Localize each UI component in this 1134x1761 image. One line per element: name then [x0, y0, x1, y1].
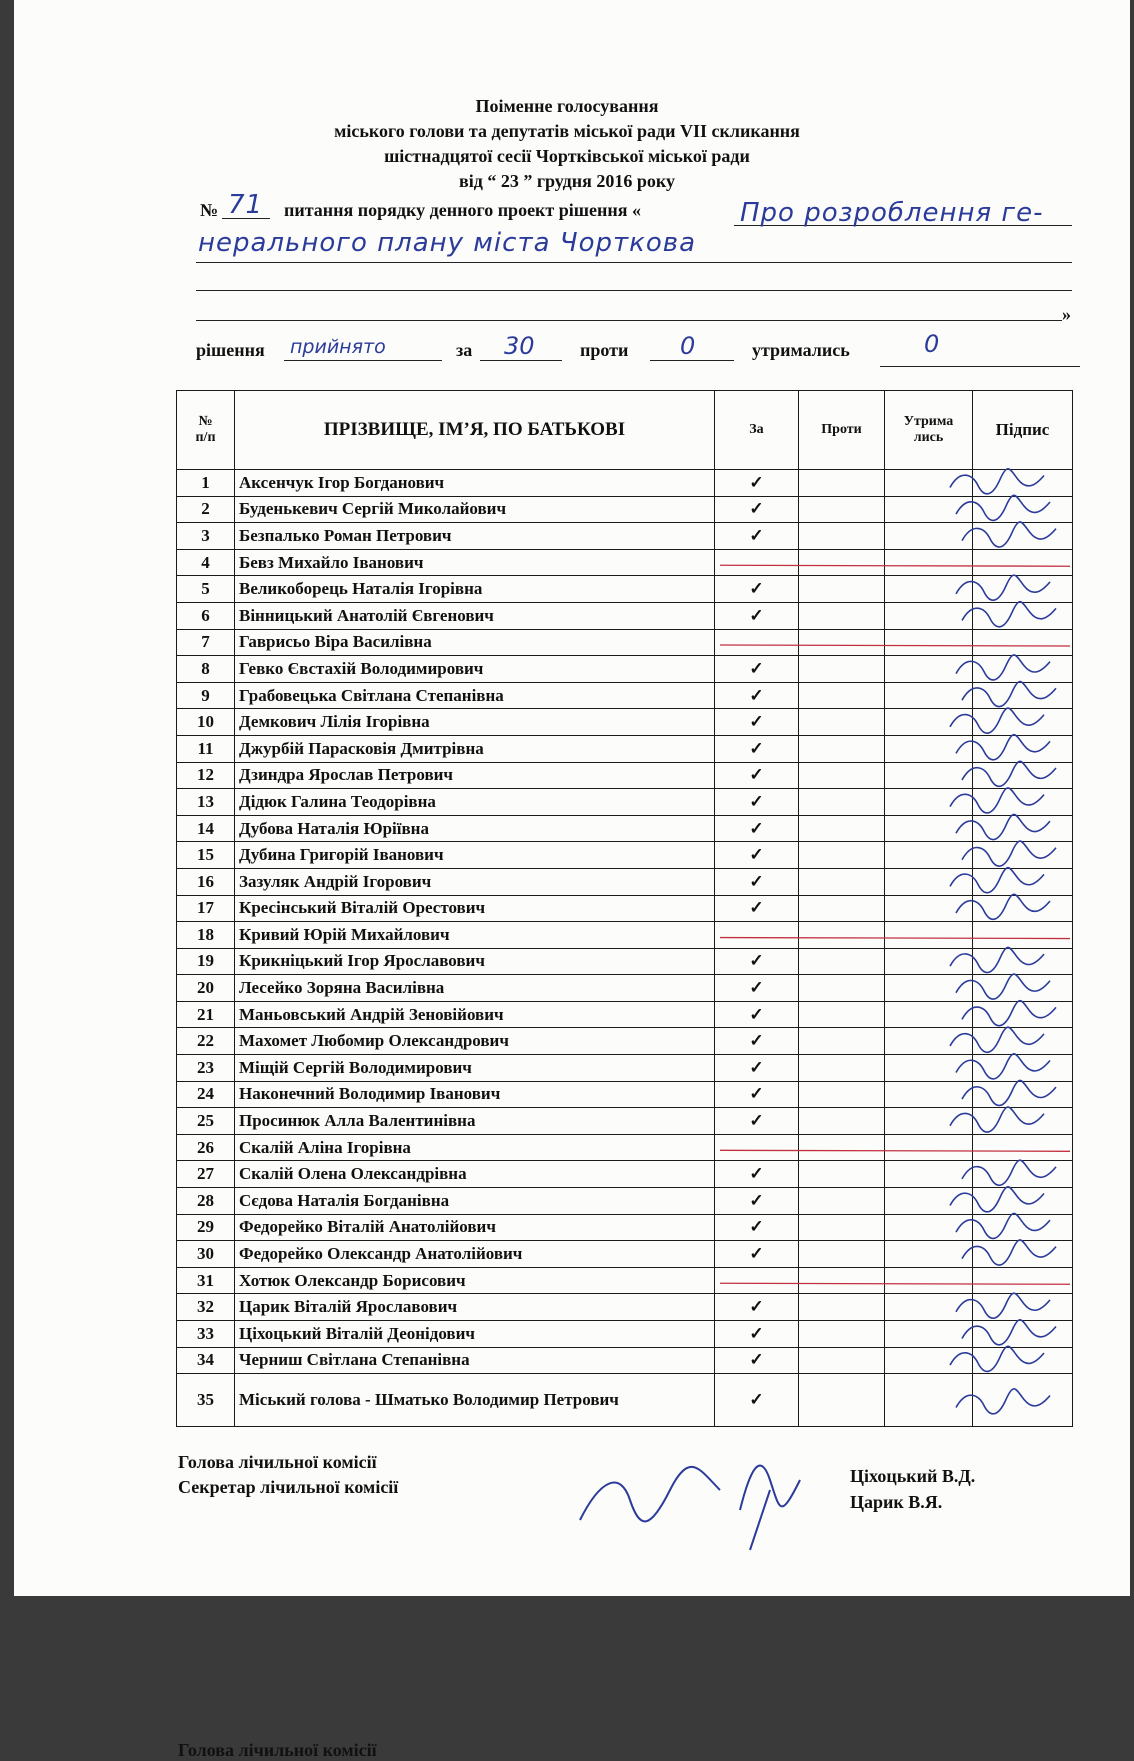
row-signature	[973, 735, 1073, 762]
row-signature	[973, 549, 1073, 576]
row-utrym-vote	[885, 709, 973, 736]
row-za-vote: ✓	[715, 975, 799, 1002]
row-za-vote: ✓	[715, 602, 799, 629]
row-name: Аксенчук Ігор Богданович	[235, 470, 715, 497]
row-proty-vote	[799, 1321, 885, 1348]
row-proty-vote	[799, 1188, 885, 1215]
decision-value: прийнято	[290, 336, 386, 358]
row-proty-vote	[799, 948, 885, 975]
row-proty-vote	[799, 629, 885, 656]
table-row	[177, 1134, 1073, 1161]
row-utrym-vote	[885, 629, 973, 656]
row-proty-vote	[799, 1267, 885, 1294]
decision-label: рішення	[196, 340, 265, 360]
row-signature	[973, 682, 1073, 709]
row-signature	[973, 1108, 1073, 1135]
row-number: 35	[177, 1374, 235, 1427]
row-proty-vote	[799, 1347, 885, 1374]
row-za-vote: ✓	[715, 470, 799, 497]
col-proty-header: Проти	[799, 391, 885, 470]
row-za-vote: ✓	[715, 1321, 799, 1348]
row-utrym-vote	[885, 1001, 973, 1028]
row-number: 15	[177, 842, 235, 869]
chair-name: Ціхоцький В.Д.	[850, 1466, 976, 1486]
row-za-vote	[715, 629, 799, 656]
table-row	[177, 1161, 1073, 1188]
row-za-vote: ✓	[715, 815, 799, 842]
row-number: 4	[177, 549, 235, 576]
voting-table	[176, 390, 1073, 1427]
row-name: Просинюк Алла Валентинівна	[235, 1108, 715, 1135]
row-name: Скалій Олена Олександрівна	[235, 1161, 715, 1188]
decision-underline	[284, 360, 442, 361]
row-proty-vote	[799, 1294, 885, 1321]
row-proty-vote	[799, 922, 885, 949]
row-utrym-vote	[885, 922, 973, 949]
row-name: Маньовський Андрій Зеновійович	[235, 1001, 715, 1028]
row-name: Махомет Любомир Олександрович	[235, 1028, 715, 1055]
row-proty-vote	[799, 1374, 885, 1427]
row-utrym-vote	[885, 1134, 973, 1161]
row-proty-vote	[799, 815, 885, 842]
row-proty-vote	[799, 709, 885, 736]
col-za-header: За	[715, 391, 799, 470]
row-signature	[973, 576, 1073, 603]
row-proty-vote	[799, 1055, 885, 1082]
col-utrym-header: Утрима лись	[885, 391, 973, 470]
row-number: 22	[177, 1028, 235, 1055]
row-name: Міський голова - Шматько Володимир Петрович	[235, 1374, 715, 1427]
table-row	[177, 1321, 1073, 1348]
row-signature	[973, 1214, 1073, 1241]
row-za-vote: ✓	[715, 1214, 799, 1241]
row-utrym-vote	[885, 735, 973, 762]
row-number: 20	[177, 975, 235, 1002]
row-number: 13	[177, 789, 235, 816]
row-za-vote	[715, 549, 799, 576]
table-row	[177, 576, 1073, 603]
row-name: Наконечний Володимир Іванович	[235, 1081, 715, 1108]
row-za-vote: ✓	[715, 1001, 799, 1028]
row-name: Великоборець Наталія Ігорівна	[235, 576, 715, 603]
row-number: 33	[177, 1321, 235, 1348]
row-utrym-vote	[885, 895, 973, 922]
row-utrym-vote	[885, 496, 973, 523]
row-za-vote: ✓	[715, 762, 799, 789]
row-number: 1	[177, 470, 235, 497]
question-line-4	[196, 320, 1062, 321]
question-number-value: 71	[228, 190, 264, 220]
row-signature	[973, 1188, 1073, 1215]
row-utrym-vote	[885, 602, 973, 629]
table-row	[177, 1241, 1073, 1268]
row-za-vote: ✓	[715, 789, 799, 816]
row-proty-vote	[799, 735, 885, 762]
title-line-4: від “ 23 ” грудня 2016 року	[459, 171, 675, 191]
row-signature	[973, 629, 1073, 656]
row-number: 11	[177, 735, 235, 762]
col-name-header: ПРІЗВИЩЕ, ІМ’Я, ПО БАТЬКОВІ	[235, 391, 715, 470]
secretary-label: Секретар лічильної комісії	[178, 1477, 399, 1497]
row-za-vote: ✓	[715, 709, 799, 736]
row-proty-vote	[799, 496, 885, 523]
secretary-name: Царик В.Я.	[850, 1492, 943, 1512]
row-proty-vote	[799, 576, 885, 603]
row-number: 32	[177, 1294, 235, 1321]
row-number: 7	[177, 629, 235, 656]
row-za-vote: ✓	[715, 842, 799, 869]
row-utrym-vote	[885, 789, 973, 816]
row-utrym-vote	[885, 523, 973, 550]
proty-label: проти	[580, 340, 629, 360]
row-proty-vote	[799, 1134, 885, 1161]
row-utrym-vote	[885, 1214, 973, 1241]
row-proty-vote	[799, 549, 885, 576]
title-line-3: шістнадцятої сесії Чортківської міської ради	[384, 146, 750, 166]
table-row	[177, 470, 1073, 497]
row-signature	[973, 1241, 1073, 1268]
row-name: Безпалько Роман Петрович	[235, 523, 715, 550]
row-signature	[973, 895, 1073, 922]
row-utrym-vote	[885, 762, 973, 789]
proty-value: 0	[680, 332, 696, 360]
question-closing-quote: »	[1062, 304, 1071, 324]
za-value: 30	[504, 332, 535, 360]
table-row	[177, 1267, 1073, 1294]
row-signature	[973, 948, 1073, 975]
row-proty-vote	[799, 1081, 885, 1108]
table-row	[177, 1081, 1073, 1108]
row-number: 3	[177, 523, 235, 550]
row-proty-vote	[799, 682, 885, 709]
question-label: питання порядку денного проект рішення «	[284, 200, 641, 220]
table-row	[177, 922, 1073, 949]
row-za-vote: ✓	[715, 895, 799, 922]
utrym-value: 0	[924, 330, 940, 358]
row-signature	[973, 815, 1073, 842]
row-proty-vote	[799, 1241, 885, 1268]
row-proty-vote	[799, 602, 885, 629]
row-number: 34	[177, 1347, 235, 1374]
row-za-vote: ✓	[715, 948, 799, 975]
row-name: Гевко Євстахій Володимирович	[235, 656, 715, 683]
row-za-vote: ✓	[715, 682, 799, 709]
row-signature	[973, 1374, 1073, 1427]
row-signature	[973, 496, 1073, 523]
row-proty-vote	[799, 1108, 885, 1135]
row-name: Джурбій Парасковія Дмитрівна	[235, 735, 715, 762]
row-signature	[973, 842, 1073, 869]
table-row	[177, 656, 1073, 683]
row-number: 18	[177, 922, 235, 949]
row-number: 23	[177, 1055, 235, 1082]
row-za-vote: ✓	[715, 523, 799, 550]
row-za-vote: ✓	[715, 868, 799, 895]
row-utrym-vote	[885, 1294, 973, 1321]
row-proty-vote	[799, 523, 885, 550]
row-proty-vote	[799, 656, 885, 683]
za-underline	[480, 360, 562, 361]
row-signature	[973, 1028, 1073, 1055]
row-utrym-vote	[885, 1081, 973, 1108]
table-row	[177, 842, 1073, 869]
question-title-part-2: нерального плану міста Чорткова	[198, 228, 697, 258]
table-row	[177, 682, 1073, 709]
proty-underline	[650, 360, 734, 361]
row-name: Крикніцький Ігор Ярославович	[235, 948, 715, 975]
row-signature	[973, 709, 1073, 736]
row-proty-vote	[799, 842, 885, 869]
row-number: 8	[177, 656, 235, 683]
row-utrym-vote	[885, 1321, 973, 1348]
row-name: Дідюк Галина Теодорівна	[235, 789, 715, 816]
row-number: 16	[177, 868, 235, 895]
row-name: Демкович Лілія Ігорівна	[235, 709, 715, 736]
row-za-vote: ✓	[715, 576, 799, 603]
question-title-part-1: Про розроблення ге-	[740, 198, 1044, 228]
row-za-vote: ✓	[715, 1028, 799, 1055]
table-row	[177, 868, 1073, 895]
row-name: Черниш Світлана Степанівна	[235, 1347, 715, 1374]
row-name: Вінницький Анатолій Євгенович	[235, 602, 715, 629]
table-row	[177, 789, 1073, 816]
row-proty-vote	[799, 762, 885, 789]
row-signature	[973, 762, 1073, 789]
table-row	[177, 1347, 1073, 1374]
row-utrym-vote	[885, 682, 973, 709]
row-name: Скалій Аліна Ігорівна	[235, 1134, 715, 1161]
col-signature-header: Підпис	[973, 391, 1073, 470]
row-signature	[973, 1347, 1073, 1374]
row-name: Дзиндра Ярослав Петрович	[235, 762, 715, 789]
row-name: Федорейко Олександр Анатолійович	[235, 1241, 715, 1268]
col-number-header: № п/п	[177, 391, 235, 470]
row-za-vote	[715, 922, 799, 949]
row-utrym-vote	[885, 470, 973, 497]
row-utrym-vote	[885, 1347, 973, 1374]
row-name: Міщій Сергій Володимирович	[235, 1055, 715, 1082]
row-proty-vote	[799, 1214, 885, 1241]
row-za-vote	[715, 1267, 799, 1294]
row-proty-vote	[799, 1001, 885, 1028]
row-utrym-vote	[885, 1108, 973, 1135]
row-utrym-vote	[885, 549, 973, 576]
row-za-vote: ✓	[715, 1188, 799, 1215]
table-row	[177, 602, 1073, 629]
table-row	[177, 1028, 1073, 1055]
row-za-vote: ✓	[715, 735, 799, 762]
utrym-underline	[880, 366, 1080, 367]
row-number: 27	[177, 1161, 235, 1188]
question-line-3	[196, 290, 1072, 291]
row-utrym-vote	[885, 1055, 973, 1082]
question-line-2	[196, 262, 1072, 263]
row-number: 2	[177, 496, 235, 523]
row-number: 25	[177, 1108, 235, 1135]
row-utrym-vote	[885, 1267, 973, 1294]
row-utrym-vote	[885, 815, 973, 842]
row-signature	[973, 789, 1073, 816]
utrym-label: утримались	[752, 340, 850, 360]
row-number: 30	[177, 1241, 235, 1268]
row-name: Хотюк Олександр Борисович	[235, 1267, 715, 1294]
row-number: 31	[177, 1267, 235, 1294]
row-number: 10	[177, 709, 235, 736]
table-row	[177, 496, 1073, 523]
table-row	[177, 1001, 1073, 1028]
table-row	[177, 762, 1073, 789]
row-utrym-vote	[885, 868, 973, 895]
row-za-vote: ✓	[715, 496, 799, 523]
row-number: 5	[177, 576, 235, 603]
table-row	[177, 1294, 1073, 1321]
table-row	[177, 815, 1073, 842]
row-signature	[973, 470, 1073, 497]
row-za-vote: ✓	[715, 1108, 799, 1135]
row-signature	[973, 523, 1073, 550]
table-row	[177, 709, 1073, 736]
row-za-vote: ✓	[715, 1294, 799, 1321]
table-row	[177, 1188, 1073, 1215]
row-name: Бевз Михайло Іванович	[235, 549, 715, 576]
row-signature	[973, 656, 1073, 683]
table-row	[177, 1108, 1073, 1135]
row-number: 14	[177, 815, 235, 842]
row-signature	[973, 922, 1073, 949]
table-row	[177, 1055, 1073, 1082]
row-utrym-vote	[885, 1188, 973, 1215]
row-signature	[973, 602, 1073, 629]
table-row	[177, 523, 1073, 550]
row-name: Лесейко Зоряна Василівна	[235, 975, 715, 1002]
row-proty-vote	[799, 470, 885, 497]
row-name: Ціхоцький Віталій Деонідович	[235, 1321, 715, 1348]
table-row	[177, 948, 1073, 975]
row-name: Сєдова Наталія Богданівна	[235, 1188, 715, 1215]
row-signature	[973, 1294, 1073, 1321]
title-line-2: міського голови та депутатів міської ради VII скликання	[334, 121, 800, 141]
za-label: за	[456, 340, 473, 360]
row-name: Царик Віталій Ярославович	[235, 1294, 715, 1321]
row-proty-vote	[799, 895, 885, 922]
row-name: Дубина Григорій Іванович	[235, 842, 715, 869]
row-name: Буденькевич Сергій Миколайович	[235, 496, 715, 523]
row-number: 29	[177, 1214, 235, 1241]
table-header-row	[177, 391, 1073, 470]
row-za-vote: ✓	[715, 656, 799, 683]
table-row	[177, 975, 1073, 1002]
chair-label-visible: Голова лічильної комісії	[178, 1452, 377, 1472]
question-number-label: №	[200, 200, 219, 220]
row-signature	[973, 868, 1073, 895]
title-line-1: Поіменне голосування	[475, 96, 659, 116]
row-utrym-vote	[885, 842, 973, 869]
row-number: 24	[177, 1081, 235, 1108]
row-signature	[973, 975, 1073, 1002]
row-za-vote: ✓	[715, 1347, 799, 1374]
row-signature	[973, 1134, 1073, 1161]
row-signature	[973, 1055, 1073, 1082]
row-number: 12	[177, 762, 235, 789]
row-za-vote: ✓	[715, 1241, 799, 1268]
row-number: 9	[177, 682, 235, 709]
row-za-vote: ✓	[715, 1055, 799, 1082]
row-proty-vote	[799, 1161, 885, 1188]
row-utrym-vote	[885, 1161, 973, 1188]
row-za-vote: ✓	[715, 1374, 799, 1427]
row-utrym-vote	[885, 975, 973, 1002]
table-row	[177, 735, 1073, 762]
row-utrym-vote	[885, 1374, 973, 1427]
row-proty-vote	[799, 1028, 885, 1055]
row-utrym-vote	[885, 576, 973, 603]
row-signature	[973, 1161, 1073, 1188]
row-name: Кривий Юрій Михайлович	[235, 922, 715, 949]
table-row	[177, 549, 1073, 576]
row-za-vote: ✓	[715, 1081, 799, 1108]
chair-label: Голова лічильної комісії	[178, 1740, 377, 1760]
row-signature	[973, 1267, 1073, 1294]
row-number: 28	[177, 1188, 235, 1215]
row-signature	[973, 1081, 1073, 1108]
row-number: 21	[177, 1001, 235, 1028]
row-signature	[973, 1321, 1073, 1348]
row-proty-vote	[799, 975, 885, 1002]
table-row	[177, 895, 1073, 922]
row-za-vote	[715, 1134, 799, 1161]
row-name: Грабовецька Світлана Степанівна	[235, 682, 715, 709]
row-utrym-vote	[885, 656, 973, 683]
row-name: Гаврисьо Віра Василівна	[235, 629, 715, 656]
row-number: 26	[177, 1134, 235, 1161]
row-name: Федорейко Віталій Анатолійович	[235, 1214, 715, 1241]
row-number: 17	[177, 895, 235, 922]
table-row	[177, 1214, 1073, 1241]
row-name: Дубова Наталія Юріївна	[235, 815, 715, 842]
row-utrym-vote	[885, 1241, 973, 1268]
row-number: 6	[177, 602, 235, 629]
table-row	[177, 629, 1073, 656]
row-utrym-vote	[885, 1028, 973, 1055]
row-signature	[973, 1001, 1073, 1028]
row-proty-vote	[799, 789, 885, 816]
table-row	[177, 1374, 1073, 1427]
row-proty-vote	[799, 868, 885, 895]
row-name: Кресінський Віталій Орестович	[235, 895, 715, 922]
row-name: Зазуляк Андрій Ігорович	[235, 868, 715, 895]
row-number: 19	[177, 948, 235, 975]
row-za-vote: ✓	[715, 1161, 799, 1188]
row-utrym-vote	[885, 948, 973, 975]
